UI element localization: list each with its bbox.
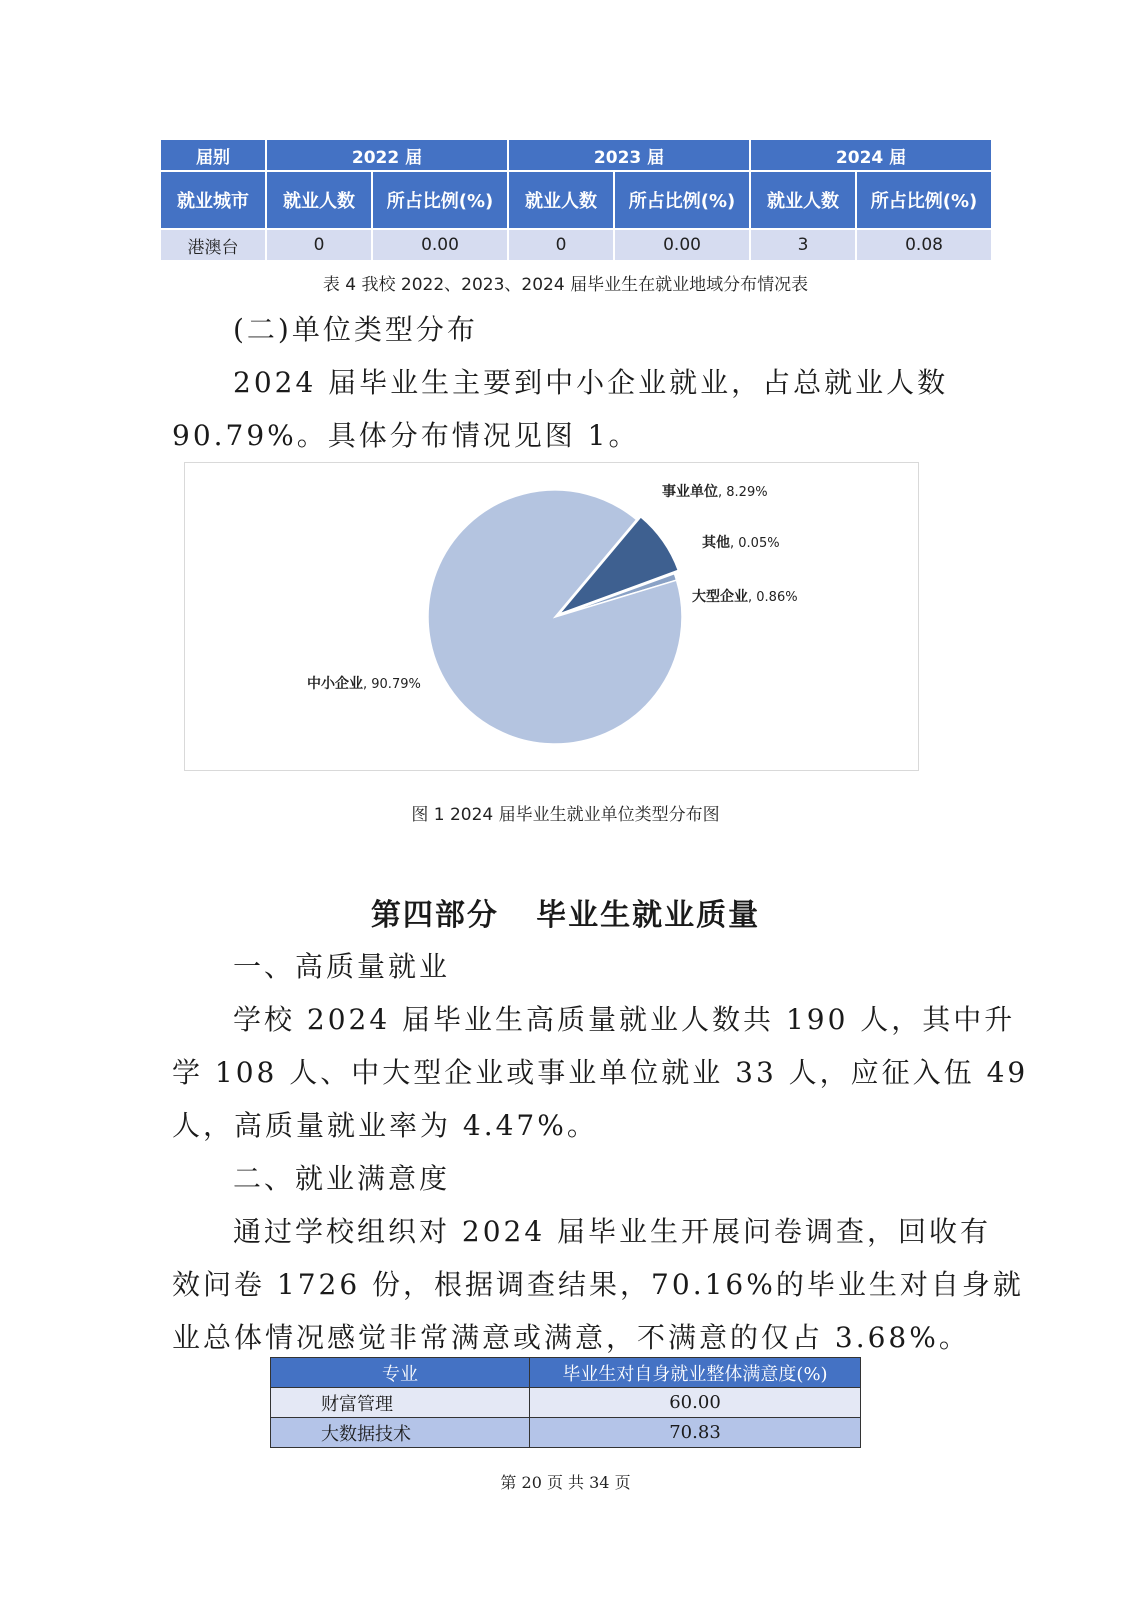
cell-value: 0.00 (614, 229, 750, 261)
paragraph-line: 90.79%。具体分布情况见图 1。 (172, 419, 640, 452)
header-ratio: 所占比例(%) (372, 171, 508, 229)
cell-value: 0 (266, 229, 372, 261)
table-row (271, 1388, 861, 1418)
header-ratio: 所占比例(%) (614, 171, 750, 229)
part-title: 第四部分 毕业生就业质量 (370, 898, 761, 933)
section-heading-unit-type: (二)单位类型分布 (233, 313, 478, 346)
pie-label-3: 大型企业, 0.86% (692, 589, 798, 605)
header-ratio: 所占比例(%) (856, 171, 992, 229)
paragraph-line: 学校 2024 届毕业生高质量就业人数共 190 人，其中升 (233, 1003, 1016, 1036)
paragraph-line: 业总体情况感觉非常满意或满意，不满意的仅占 3.68%。 (172, 1321, 970, 1354)
subheading-satisfaction: 二、就业满意度 (233, 1162, 451, 1195)
table-row (160, 229, 992, 261)
cell-city: 港澳台 (160, 229, 266, 261)
paragraph-line: 效问卷 1726 份，根据调查结果，70.16%的毕业生对自身就 (172, 1268, 1024, 1301)
header-year-2024: 2024 届 (750, 139, 992, 171)
table-row (271, 1418, 861, 1448)
paragraph-line: 2024 届毕业生主要到中小企业就业，占总就业人数 (233, 366, 949, 399)
employment-region-table (159, 138, 993, 262)
cell-value: 0.00 (372, 229, 508, 261)
header-year-2023: 2023 届 (508, 139, 750, 171)
paragraph-line: 通过学校组织对 2024 届毕业生开展问卷调查，回收有 (233, 1215, 992, 1248)
pie-chart (185, 463, 918, 770)
header-cohort: 届别 (160, 139, 266, 171)
cell-major: 大数据技术 (271, 1418, 530, 1448)
figure1-caption: 图 1 2024 届毕业生就业单位类型分布图 (411, 805, 720, 825)
cell-value: 3 (750, 229, 856, 261)
satisfaction-table (270, 1357, 861, 1448)
header-city: 就业城市 (160, 171, 266, 229)
cell-value: 60.00 (530, 1388, 861, 1418)
cell-value: 70.83 (530, 1418, 861, 1448)
header-year-2022: 2022 届 (266, 139, 508, 171)
paragraph-line: 人，高质量就业率为 4.47%。 (172, 1109, 598, 1142)
header-count: 就业人数 (508, 171, 614, 229)
page-number: 第 20 页 共 34 页 (500, 1473, 631, 1492)
header-major: 专业 (271, 1358, 530, 1388)
pie-chart-frame (184, 462, 919, 771)
subheading-high-quality: 一、高质量就业 (233, 950, 451, 983)
cell-value: 0.08 (856, 229, 992, 261)
table4-caption: 表 4 我校 2022、2023、2024 届毕业生在就业地域分布情况表 (322, 275, 809, 295)
cell-major: 财富管理 (271, 1388, 530, 1418)
paragraph-line: 学 108 人、中大型企业或事业单位就业 33 人，应征入伍 49 (172, 1056, 1029, 1089)
header-count: 就业人数 (750, 171, 856, 229)
pie-label-0: 中小企业, 90.79% (307, 676, 421, 692)
cell-value: 0 (508, 229, 614, 261)
header-satisfaction: 毕业生对自身就业整体满意度(%) (530, 1358, 861, 1388)
header-count: 就业人数 (266, 171, 372, 229)
pie-label-2: 其他, 0.05% (702, 535, 780, 551)
pie-label-1: 事业单位, 8.29% (662, 484, 768, 500)
